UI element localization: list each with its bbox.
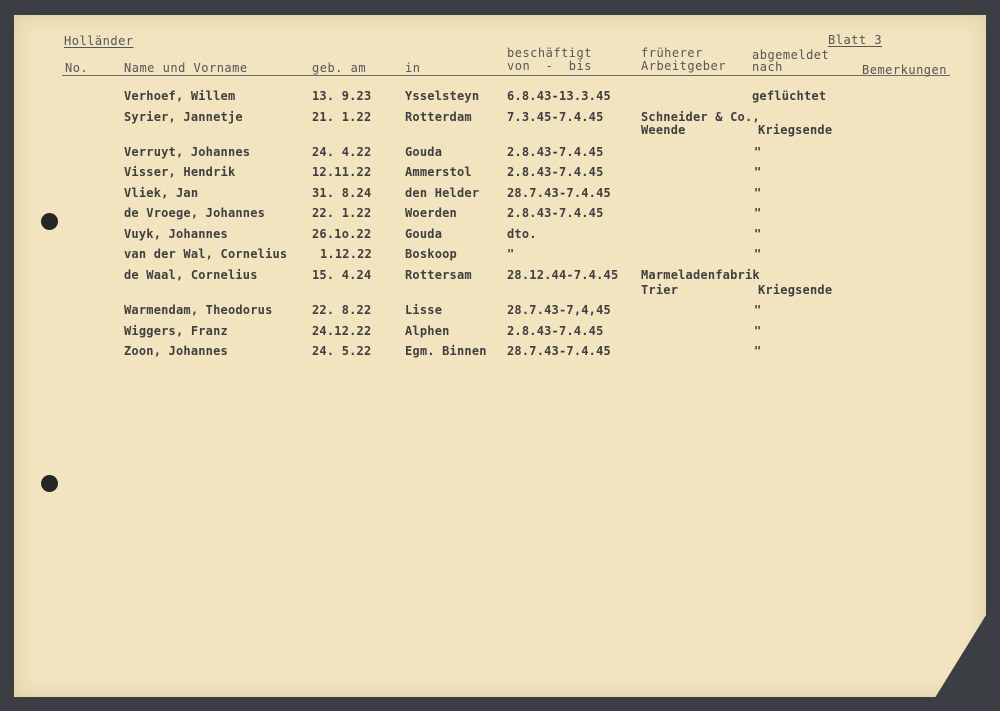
cell-employer-line2: Trier bbox=[641, 283, 679, 297]
document-title: Holländer bbox=[64, 34, 134, 48]
cell-place: Ammerstol bbox=[405, 165, 472, 179]
cell-name: Warmendam, Theodorus bbox=[124, 303, 273, 317]
table-row bbox=[0, 345, 1000, 375]
cell-period: 2.8.43-7.4.45 bbox=[507, 324, 604, 338]
cell-place: Rotterdam bbox=[405, 110, 472, 124]
col-header-employer-1: früherer bbox=[641, 46, 703, 60]
cell-period: 28.7.43-7.4.45 bbox=[507, 344, 611, 358]
cell-place: Alphen bbox=[405, 324, 450, 338]
cell-deregistered: " bbox=[754, 186, 762, 200]
col-header-place: in bbox=[405, 61, 421, 75]
cell-period: 28.7.43-7,4,45 bbox=[507, 303, 611, 317]
cell-deregistered-line2: Kriegsende bbox=[758, 123, 833, 137]
col-header-employer-2: Arbeitgeber bbox=[641, 59, 726, 73]
cell-name: van der Wal, Cornelius bbox=[124, 247, 288, 261]
cell-place: Lisse bbox=[405, 303, 443, 317]
cell-born: 24. 4.22 bbox=[312, 145, 372, 159]
col-header-employed-1: beschäftigt bbox=[507, 46, 592, 60]
cell-born: 13. 9.23 bbox=[312, 89, 372, 103]
cell-name: Vuyk, Johannes bbox=[124, 227, 228, 241]
cell-period: 28.12.44-7.4.45 bbox=[507, 268, 619, 282]
cell-name: Visser, Hendrik bbox=[124, 165, 236, 179]
cell-place: Boskoop bbox=[405, 247, 457, 261]
cell-name: Syrier, Jannetje bbox=[124, 110, 243, 124]
cell-period: dto. bbox=[507, 227, 537, 241]
col-header-remarks: Bemerkungen bbox=[862, 63, 947, 77]
cell-deregistered: " bbox=[754, 247, 762, 261]
cell-deregistered: " bbox=[754, 227, 762, 241]
cell-place: den Helder bbox=[405, 186, 480, 200]
cell-deregistered: " bbox=[754, 145, 762, 159]
col-header-deregistered-1: abgemeldet bbox=[752, 48, 830, 62]
cell-name: Verruyt, Johannes bbox=[124, 145, 251, 159]
cell-period: 6.8.43-13.3.45 bbox=[507, 89, 611, 103]
col-header-no: No. bbox=[65, 61, 89, 75]
col-header-name: Name und Vorname bbox=[124, 61, 248, 75]
cell-born: 12.11.22 bbox=[312, 165, 372, 179]
cell-deregistered: " bbox=[754, 324, 762, 338]
cell-place: Gouda bbox=[405, 145, 443, 159]
cell-born: 22. 8.22 bbox=[312, 303, 372, 317]
cell-period: 7.3.45-7.4.45 bbox=[507, 110, 604, 124]
cell-place: Egm. Binnen bbox=[405, 344, 487, 358]
cell-deregistered: " bbox=[754, 344, 762, 358]
cell-employer-line2: Weende bbox=[641, 123, 686, 137]
cell-born: 31. 8.24 bbox=[312, 186, 372, 200]
cell-name: de Vroege, Johannes bbox=[124, 206, 266, 220]
cell-period: 2.8.43-7.4.45 bbox=[507, 145, 604, 159]
cell-name: Wiggers, Franz bbox=[124, 324, 228, 338]
cell-period: 2.8.43-7.4.45 bbox=[507, 165, 604, 179]
col-header-employed-2: von - bis bbox=[507, 59, 592, 73]
cell-name: Vliek, Jan bbox=[124, 186, 199, 200]
cell-period: " bbox=[507, 247, 515, 261]
sheet-number: Blatt 3 bbox=[828, 33, 883, 47]
cell-place: Gouda bbox=[405, 227, 443, 241]
cell-name: Zoon, Johannes bbox=[124, 344, 228, 358]
cell-born: 15. 4.24 bbox=[312, 268, 372, 282]
col-header-born: geb. am bbox=[312, 61, 367, 75]
cell-name: Verhoef, Willem bbox=[124, 89, 236, 103]
cell-born: 22. 1.22 bbox=[312, 206, 372, 220]
cell-born: 1.12.22 bbox=[320, 247, 372, 261]
table-row bbox=[0, 111, 1000, 141]
cell-period: 2.8.43-7.4.45 bbox=[507, 206, 604, 220]
cell-name: de Waal, Cornelius bbox=[124, 268, 258, 282]
cell-employer: Marmeladenfabrik bbox=[641, 268, 760, 282]
cell-place: Woerden bbox=[405, 206, 457, 220]
cell-deregistered: geflüchtet bbox=[752, 89, 827, 103]
cell-born: 24.12.22 bbox=[312, 324, 372, 338]
cell-born: 26.1o.22 bbox=[312, 227, 372, 241]
col-header-deregistered-2: nach bbox=[752, 60, 783, 74]
cell-place: Ysselsteyn bbox=[405, 89, 480, 103]
cell-born: 21. 1.22 bbox=[312, 110, 372, 124]
cell-deregistered-line2: Kriegsende bbox=[758, 283, 833, 297]
cell-born: 24. 5.22 bbox=[312, 344, 372, 358]
cell-period: 28.7.43-7.4.45 bbox=[507, 186, 611, 200]
cell-deregistered: " bbox=[754, 303, 762, 317]
cell-place: Rottersam bbox=[405, 268, 472, 282]
table-row bbox=[0, 269, 1000, 299]
cell-employer: Schneider & Co., bbox=[641, 110, 760, 124]
cell-deregistered: " bbox=[754, 165, 762, 179]
cell-deregistered: " bbox=[754, 206, 762, 220]
